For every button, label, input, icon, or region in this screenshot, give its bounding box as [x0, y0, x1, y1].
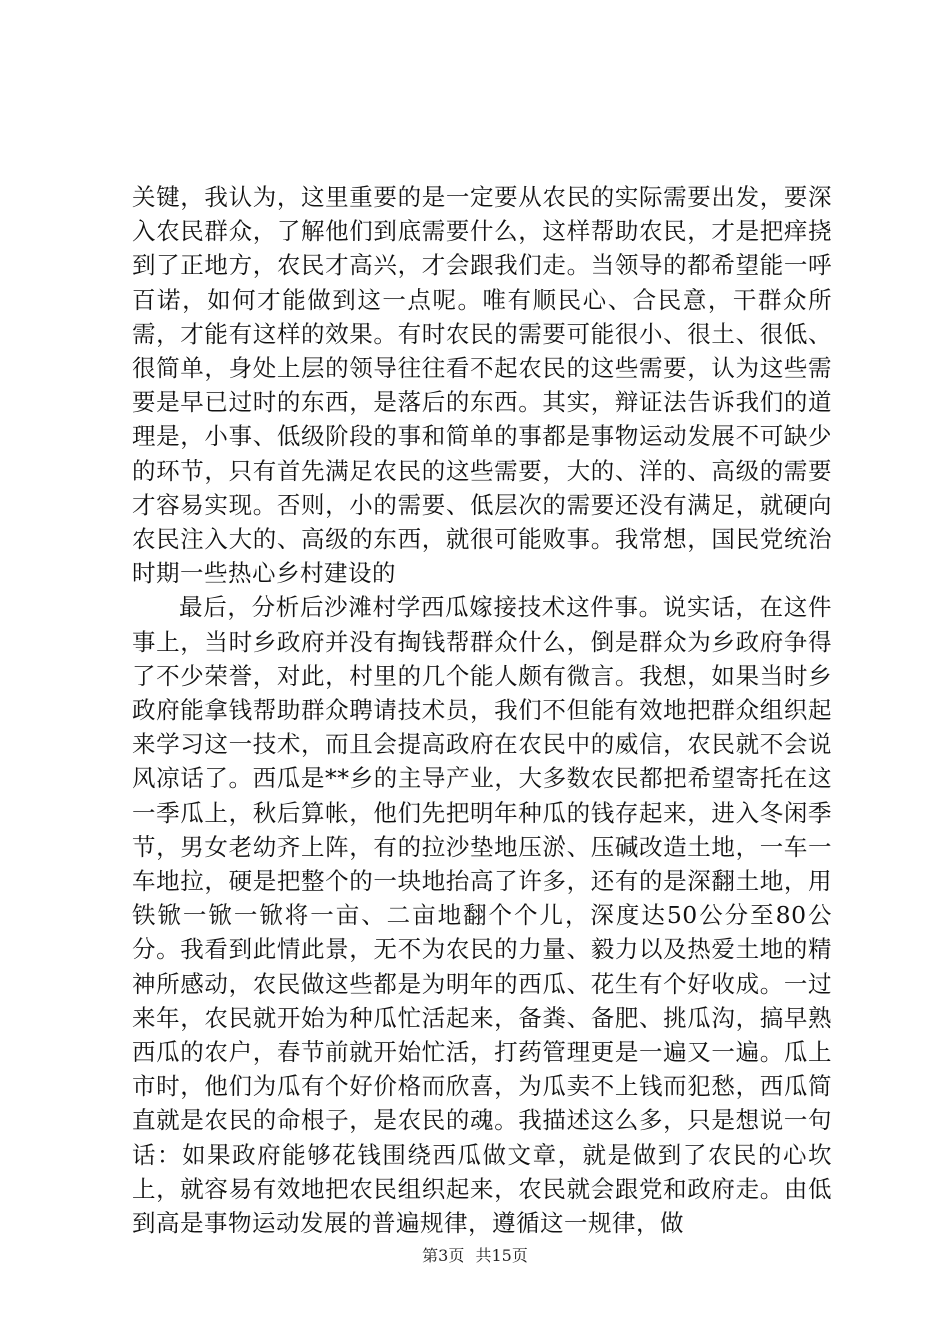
page-number: 第3页: [422, 1246, 465, 1265]
document-body: [132, 180, 832, 1240]
page-total: 共15页: [475, 1246, 528, 1265]
paragraph-2: 最后，分析后沙滩村学西瓜嫁接技术这件事。说实话，在这件事上，当时乡政府并没有掏钱帮群众什么，倒是群众为乡政府争得了不少荣誉，对此，村里的几个能人颇有微言。我想，如果当时乡政府能拿钱帮助群众聘请技术员，我们不但能有效地把群众组织起来学习这一技术，而且会提高政府在农民中的威信，农民就不会说风凉话了。西瓜是**乡的主导产业，大多数农民都把希望寄托在这一季瓜上，秋后算帐，他们先把明年种瓜的钱存起来，进入冬闲季节，男女老幼齐上阵，有的拉沙垫地压淤、压碱改造土地，一车一车地拉，硬是把整个的一块地抬高了许多，还有的是深翻土地，用铁锨一锨一锨将一亩、二亩地翻个个儿，深度达50公分至80公分。我看到此情此景，无不为农民的力量、毅力以及热爱土地的精神所感动，农民做这些都是为明年的西瓜、花生有个好收成。一过来年，农民就开始为种瓜忙活起来，备粪、备肥、挑瓜沟，搞早熟西瓜的农户，春节前就开始忙活，打药管理更是一遍又一遍。瓜上市时，他们为瓜有个好价格而欣喜，为瓜卖不上钱而犯愁，西瓜简直就是农民的命根子，是农民的魂。我描述这么多，只是想说一句话：如果政府能够花钱围绕西瓜做文章，就是做到了农民的心坎上，就容易有效地把农民组织起来，农民就会跟党和政府走。由低到高是事物运动发展的普遍规律，遵循这一规律，做: [132, 593, 832, 1238]
paragraph-1: 关键，我认为，这里重要的是一定要从农民的实际需要出发，要深入农民群众，了解他们到底需要什么，这样帮助农民，才是把痒挠到了正地方，农民才高兴，才会跟我们走。当领导的都希望能一呼百诺，如何才能做到这一点呢。唯有顺民心、合民意，干群众所需，才能有这样的效果。有时农民的需要可能很小、很土、很低、很简单，身处上层的领导往往看不起农民的这些需要，认为这些需要是早已过时的东西，是落后的东西。其实，辩证法告诉我们的道理是，小事、低级阶段的事和简单的事都是事物运动发展不可缺少的环节，只有首先满足农民的这些需要，大的、洋的、高级的需要才容易实现。否则，小的需要、低层次的需要还没有满足，就硬向农民注入大的、高级的东西，就很可能败事。我常想，国民党统治时期一些热心乡村建设的: [132, 183, 832, 588]
page-footer: [0, 1243, 950, 1266]
